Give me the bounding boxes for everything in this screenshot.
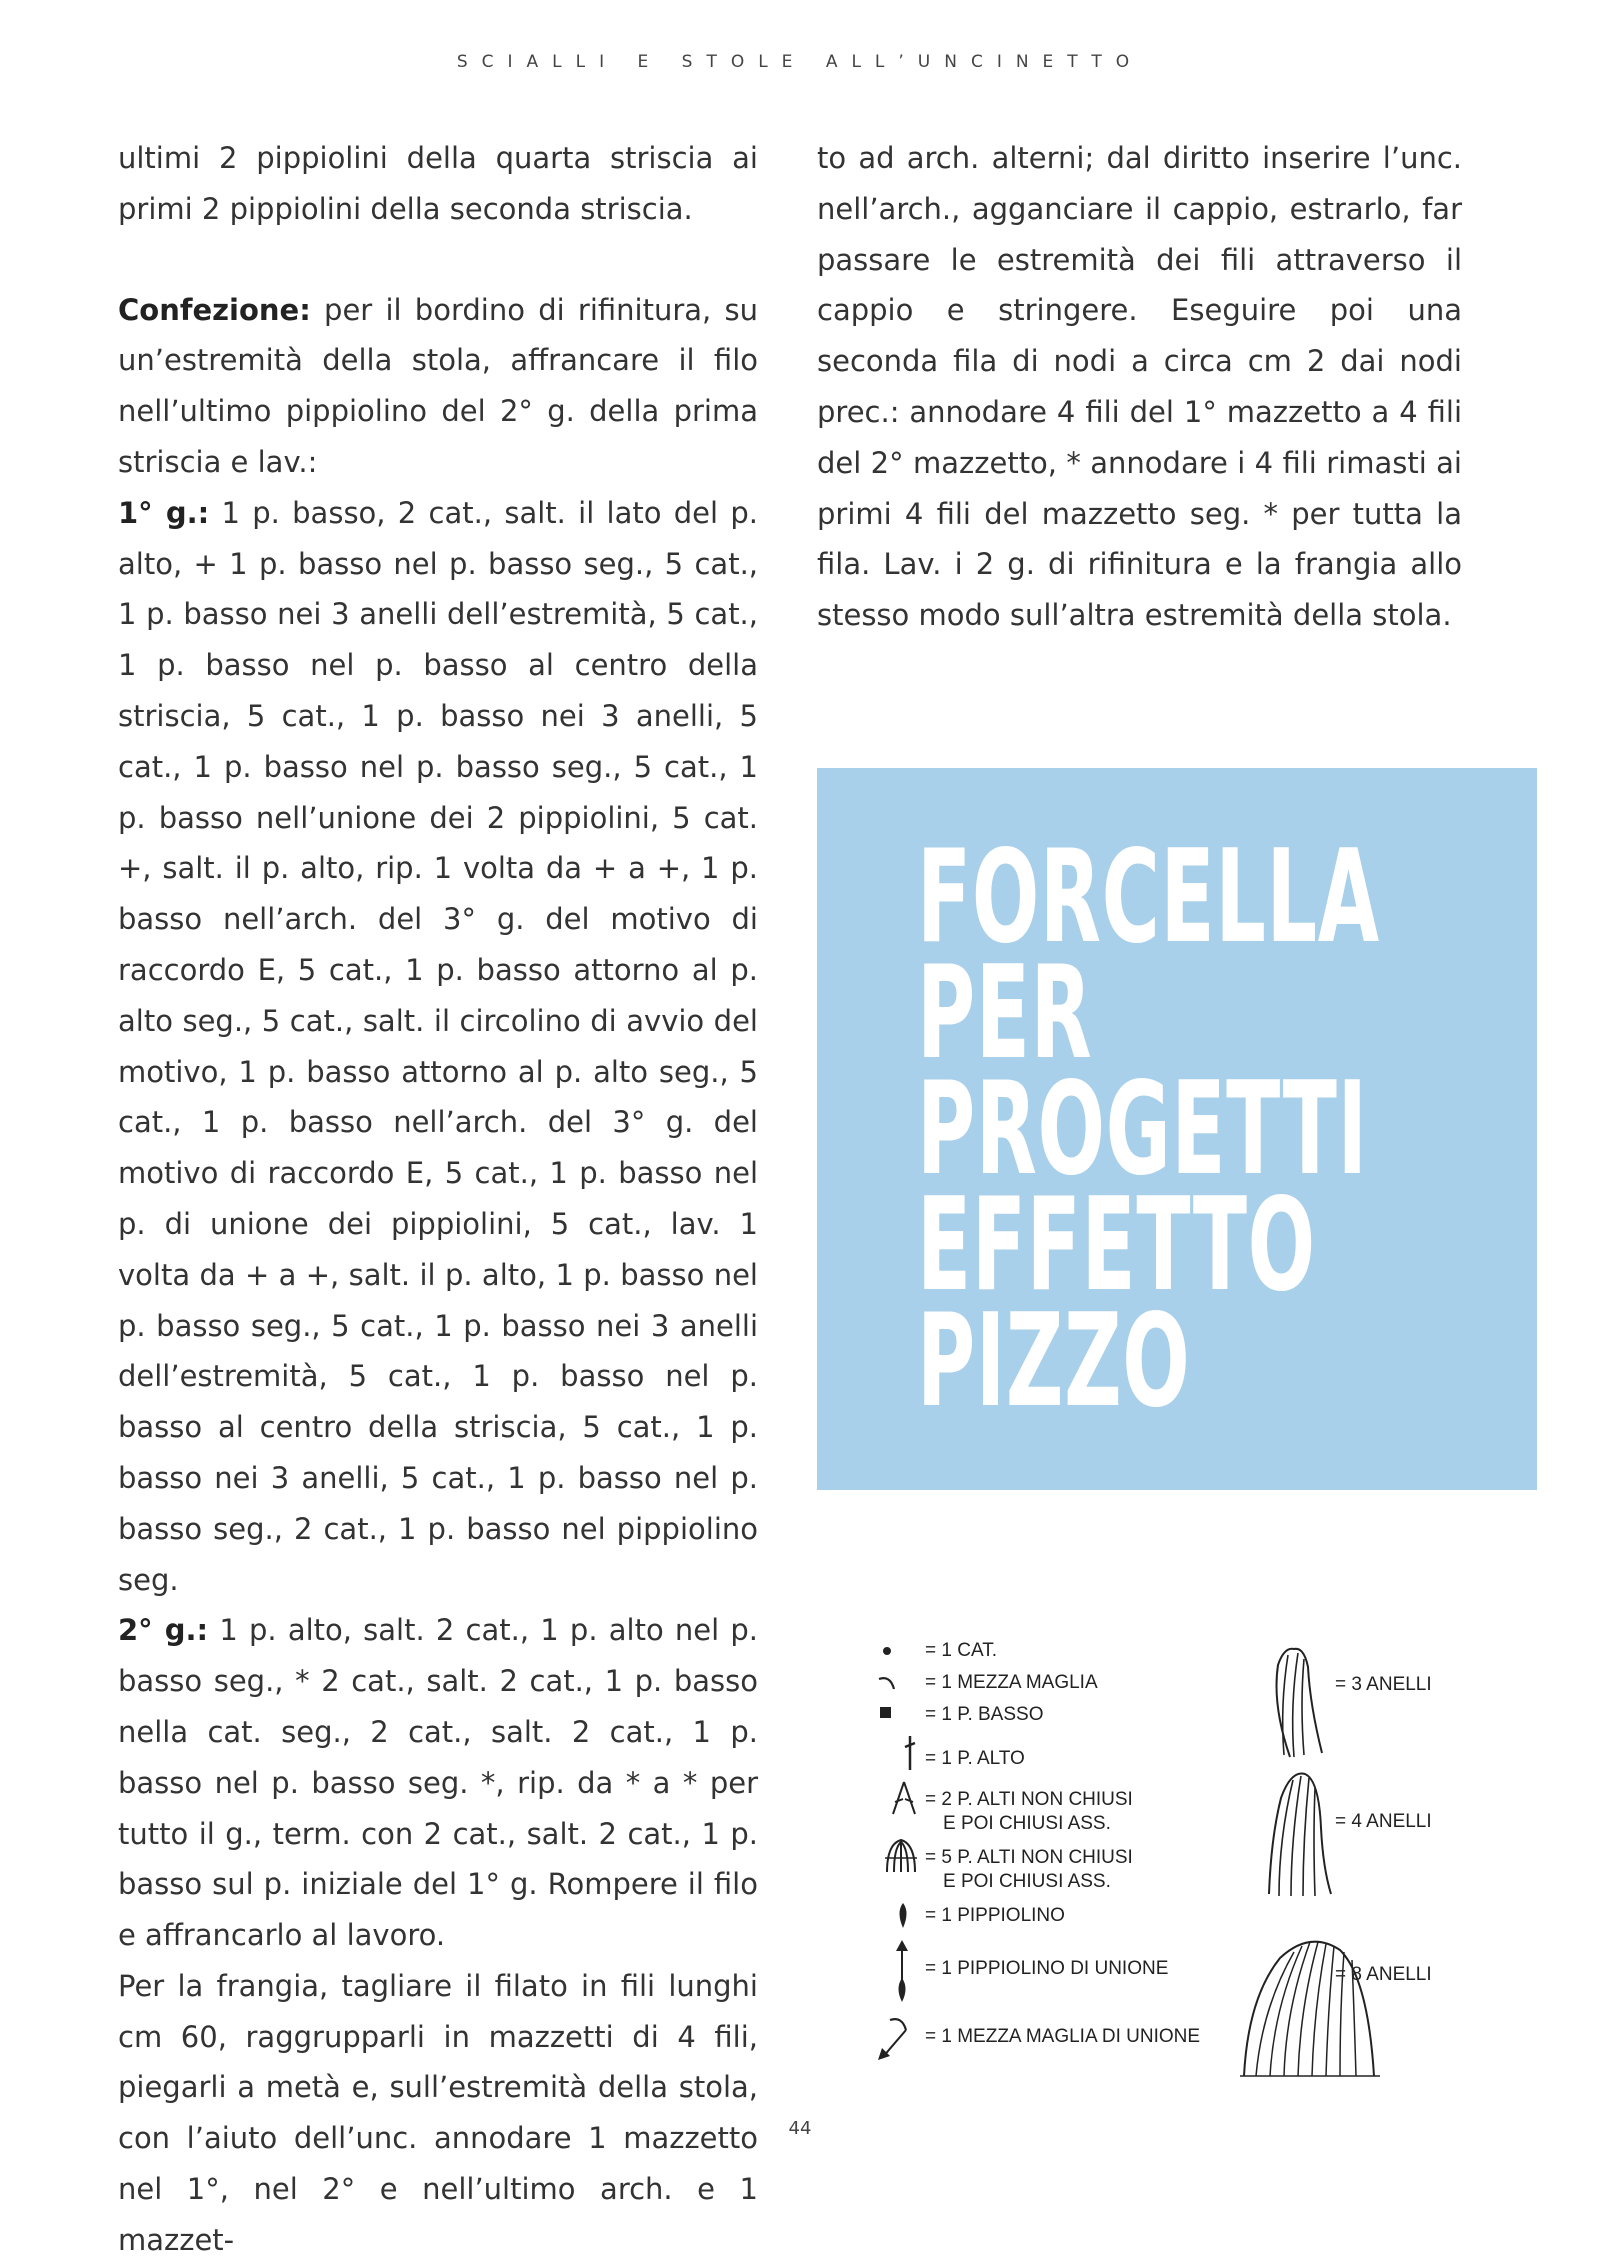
legend-label: = 5 P. ALTI NON CHIUSI: [925, 1847, 1133, 1868]
paragraph-round-1: [118, 488, 758, 1606]
right-column: [817, 133, 1462, 641]
confezione-label: Confezione:: [118, 292, 311, 327]
title-box: [817, 768, 1537, 1490]
title-line: FORCELLA: [917, 823, 1380, 972]
five-tall-joined-icon: [883, 1838, 919, 1874]
page-number: 44: [788, 2118, 812, 2139]
tall-stitch-icon: [902, 1734, 918, 1772]
legend-label: = 1 CAT.: [925, 1640, 997, 1661]
left-column: [118, 133, 758, 2266]
four-loops-icon: [1265, 1768, 1335, 1900]
half-stitch-icon: [876, 1672, 900, 1692]
eight-loops-icon: [1240, 1928, 1380, 2080]
legend-label: = 1 PIPPIOLINO: [925, 1905, 1065, 1926]
running-header: SCIALLI E STOLE ALL’UNCINETTO: [456, 52, 1144, 72]
round-1-label: 1° g.:: [118, 495, 210, 530]
paragraph-continuation: to ad arch. alterni; dal diritto inserire l’unc. nell’arch., agganciare il cappio, estrarlo, far passare le estremità dei fili attraverso il cappio e stringere. Eseguire poi una seconda fila di nodi a circa cm 2 dai nodi prec.: annodare 4 fili del 1° mazzetto a 4 fili del 2° mazzetto, * annodare i 4 fili rimasti ai primi 4 fili del mazzetto seg. * per tutta la fila. Lav. i 2 g. di rifinitura e la frangia allo stesso modo sull’altra estremità della stola.: [817, 141, 1462, 633]
half-stitch-join-icon: [876, 2010, 914, 2062]
title-line: EFFETTO: [917, 1171, 1316, 1320]
paragraph-confezione: [118, 285, 758, 488]
loops-label: = 3 ANELLI: [1335, 1674, 1432, 1695]
picot-icon: [895, 1900, 911, 1930]
round-2-label: 2° g.:: [118, 1613, 209, 1648]
confezione-text: per il bordino di rifinitura, su un’estremità della stola, affrancare il filo nell’ultimo pippiolino del 2° g. della prima striscia e lav.:: [118, 292, 758, 479]
loops-label: = 4 ANELLI: [1335, 1811, 1432, 1832]
picot-join-icon: [891, 1938, 913, 2004]
title-line: PIZZO: [917, 1287, 1191, 1436]
title-line: PROGETTI: [917, 1055, 1368, 1204]
legend-label: = 1 P. ALTO: [925, 1748, 1025, 1769]
legend-label: = 2 P. ALTI NON CHIUSI: [925, 1789, 1133, 1810]
round-1-text: 1 p. basso, 2 cat., salt. il lato del p. alto, + 1 p. basso nel p. basso seg., 5 cat., 1 p. basso nei 3 anelli dell’estremità, 5 cat., 1 p. basso nel p. basso al centro della striscia, 5 cat., 1 p. basso nei 3 anelli, 5 cat., 1 p. basso nel p. basso seg., 5 cat., 1 p. basso nell’unione dei 2 pippiolini, 5 cat. +, salt. il p. alto, rip. 1 volta da + a +, 1 p. basso nell’arch. del 3° g. del motivo di raccordo E, 5 cat., 1 p. basso attorno al p. alto seg., 5 cat., salt. il circolino di avvio del motivo, 1 p. basso attorno al p. alto seg., 5 cat., 1 p. basso nell’arch. del 3° g. del motivo di raccordo E, 5 cat., 1 p. basso nel p. di unione dei pippiolini, 5 cat., lav. 1 volta da + a +, salt. il p. alto, 1 p. basso nel p. basso seg., 5 cat., 1 p. basso nei 3 anelli dell’estremità, 5 cat., 1 p. basso nel p. basso al centro della striscia, 5 cat., 1 p. basso nei 3 anelli, 5 cat., 1 p. basso nel p. basso seg., 2 cat., 1 p. basso nel pippiolino seg.: [118, 495, 758, 1597]
loops-label: = 8 ANELLI: [1335, 1964, 1432, 1985]
paragraph-round-2: [118, 1605, 758, 1961]
round-2-text: 1 p. alto, salt. 2 cat., 1 p. alto nel p. basso seg., * 2 cat., salt. 2 cat., 1 p. basso nella cat. seg., 2 cat., salt. 2 cat., 1 p. basso nel p. basso seg. *, rip. da * a * per tutto il g., term. con 2 cat., salt. 2 cat., 1 p. basso sul p. iniziale del 1° g. Rompere il filo e affrancarlo al lavoro.: [118, 1613, 759, 1953]
dot-icon: [881, 1645, 893, 1657]
section-title: [917, 823, 1380, 1436]
legend-label: E POI CHIUSI ASS.: [943, 1813, 1111, 1834]
paragraph-intro: ultimi 2 pippiolini della quarta striscia ai primi 2 pippiolini della seconda striscia.: [118, 141, 758, 226]
three-loops-icon: [1270, 1645, 1330, 1760]
two-tall-joined-icon: [889, 1780, 919, 1816]
legend-label: = 1 PIPPIOLINO DI UNIONE: [925, 1958, 1169, 1979]
square-icon: [879, 1706, 893, 1720]
paragraph-frangia: Per la frangia, tagliare il filato in fili lunghi cm 60, raggrupparli in mazzetti di 4 fili, piegarli a metà e, sull’estremità della stola, con l’aiuto dell’unc. annodare 1 mazzetto nel 1°, nel 2° e nell’ultimo arch. e 1 mazzet-: [118, 1968, 758, 2257]
legend-label: = 1 MEZZA MAGLIA: [925, 1672, 1098, 1693]
legend-label: = 1 MEZZA MAGLIA DI UNIONE: [925, 2026, 1201, 2047]
legend-label: E POI CHIUSI ASS.: [943, 1871, 1111, 1892]
legend-label: = 1 P. BASSO: [925, 1704, 1044, 1725]
title-line: PER: [917, 939, 1093, 1088]
